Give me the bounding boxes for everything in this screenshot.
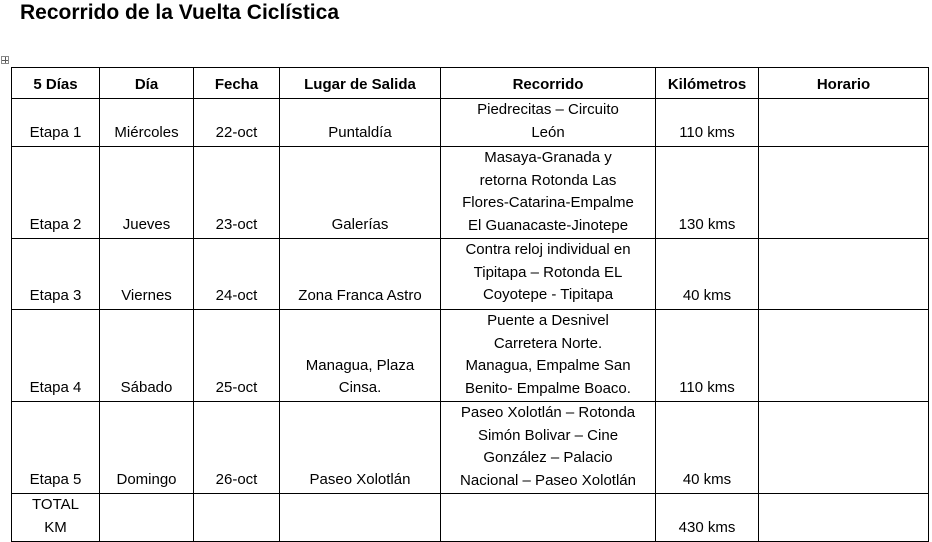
cell-lugar-salida [280,147,441,239]
recorrido-line: González – Palacio [483,449,613,467]
cell-etapa: Etapa 1 [12,99,100,147]
route-table-container [11,67,929,542]
cell-fecha: 22-oct [194,99,280,147]
cell-lugar-salida [280,494,441,542]
header-cell-dias: 5 Días [12,68,100,99]
recorrido-line: Flores-Catarina-Empalme [462,194,634,212]
cell-dia: Sábado [100,310,194,402]
table-move-handle-icon[interactable] [1,56,9,64]
cell-kilometros: 40 kms [656,402,759,494]
recorrido-line: Puente a Desnivel [487,312,609,329]
header-cell-dia: Día [100,68,194,99]
cell-lugar-salida [280,310,441,402]
table-row [12,99,929,147]
cell-kilometros: 40 kms [656,239,759,310]
recorrido-line: Coyotepe - Tipitapa [482,286,614,304]
recorrido-line: retorna Rotonda Las [479,171,617,189]
recorrido-line: Contra reloj individual en [465,241,631,258]
recorrido-line: Managua, Empalme San [465,357,631,375]
cell-horario[interactable] [759,239,929,310]
cell-total-kilometros: 430 kms [656,494,759,542]
cell-lugar-salida [280,239,441,310]
cell-dia: Jueves [100,147,194,239]
cell-fecha: 26-oct [194,402,280,494]
header-cell-fecha: Fecha [194,68,280,99]
header-cell-horario: Horario [759,68,929,99]
cell-kilometros: 130 kms [656,147,759,239]
recorrido-line: Tipitapa – Rotonda EL [473,263,623,281]
header-cell-recorrido: Recorrido [441,68,656,99]
cell-recorrido [441,239,656,310]
cell-etapa: Etapa 4 [12,310,100,402]
cell-recorrido [441,310,656,402]
recorrido-line: Benito- Empalme Boaco. [465,380,631,398]
cell-etapa: Etapa 5 [12,402,100,494]
cell-horario[interactable] [759,310,929,402]
cell-etapa: Etapa 3 [12,239,100,310]
cell-dia: Domingo [100,402,194,494]
recorrido-line: Carretera Norte. [493,334,603,352]
salida-line: Galerías [331,216,389,234]
recorrido-line: Masaya-Granada y [484,149,612,166]
cell-kilometros: 110 kms [656,99,759,147]
table-row [12,402,929,494]
total-label-line: KM [44,518,67,536]
salida-line: Zona Franca Astro [298,287,422,305]
cell-dia: Viernes [100,239,194,310]
table-row [12,147,929,239]
cell-lugar-salida [280,402,441,494]
header-cell-kilometros: Kilómetros [656,68,759,99]
total-label-line: TOTAL [32,496,79,513]
cell-dia: Miércoles [100,99,194,147]
salida-line: Managua, Plaza [305,356,415,374]
salida-line: Puntaldía [328,124,392,142]
cell-fecha: 23-oct [194,147,280,239]
cell-dia [100,494,194,542]
table-row [12,239,929,310]
table-row [12,310,929,402]
salida-line: Paseo Xolotlán [309,471,411,489]
document-title: Recorrido de la Vuelta Ciclística [20,1,339,24]
header-cell-lugar-salida: Lugar de Salida [280,68,441,99]
table-total-row [12,494,929,542]
recorrido-line: León [531,123,565,141]
cell-fecha: 25-oct [194,310,280,402]
recorrido-line: Simón Bolivar – Cine [477,426,619,444]
recorrido-line: Nacional – Paseo Xolotlán [460,472,636,490]
cell-recorrido [441,99,656,147]
cell-recorrido [441,147,656,239]
cell-horario[interactable] [759,402,929,494]
recorrido-line: Paseo Xolotlán – Rotonda [460,404,636,421]
cell-recorrido [441,494,656,542]
cell-horario[interactable] [759,99,929,147]
cell-fecha: 24-oct [194,239,280,310]
cell-fecha [194,494,280,542]
cell-etapa: Etapa 2 [12,147,100,239]
cell-recorrido [441,402,656,494]
route-table [11,67,929,542]
cell-lugar-salida [280,99,441,147]
table-header-row [12,68,929,99]
recorrido-line: El Guanacaste-Jinotepe [467,217,629,235]
cell-total-label [12,494,100,542]
recorrido-line: Piedrecitas – Circuito [477,101,619,118]
cell-kilometros: 110 kms [656,310,759,402]
salida-line: Cinsa. [338,379,382,397]
cell-horario[interactable] [759,147,929,239]
cell-horario[interactable] [759,494,929,542]
